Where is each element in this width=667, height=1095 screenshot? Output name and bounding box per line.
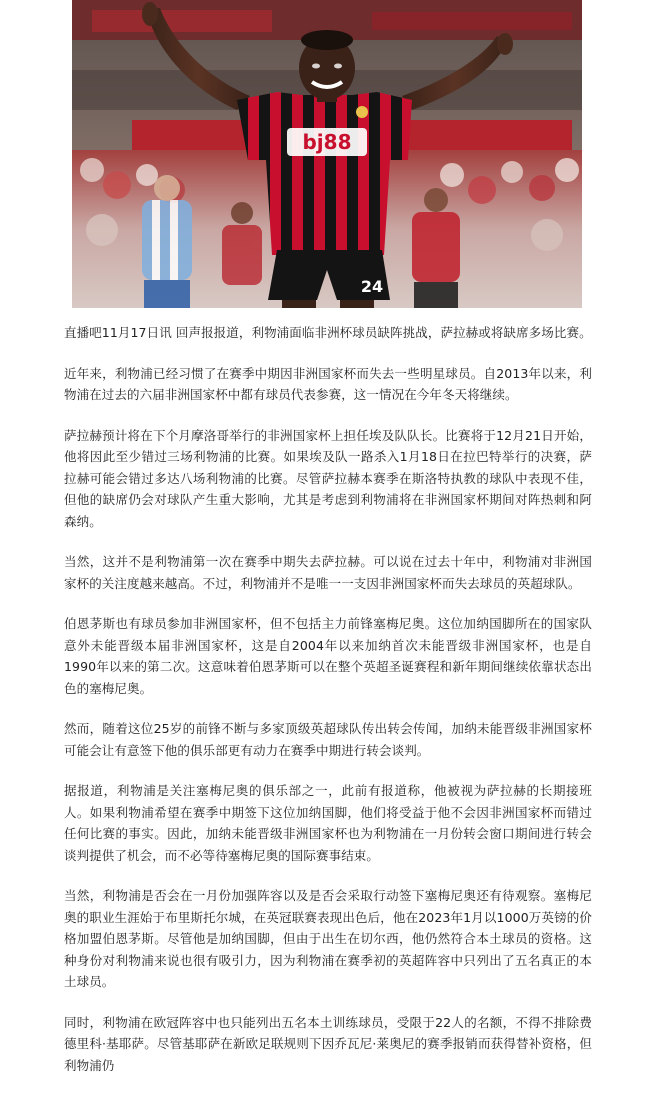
article-paragraph: 伯恩茅斯也有球员参加非洲国家杯，但不包括主力前锋塞梅尼奥。这位加纳国脚所在的国家队意外未能晋级本届非洲国家杯，这是自2004年以来加纳首次未能晋级非洲国家杯，也是自1990年以来的第二次。这意味着伯恩茅斯可以在整个英超圣诞赛程和新年期间继续依靠状态出色的塞梅尼奥。	[64, 616, 592, 696]
article-paragraph: 近年来，利物浦已经习惯了在赛季中期因非洲国家杯而失去一些明星球员。自2013年以来，利物浦在过去的六届非洲国家杯中都有球员代表参赛，这一情况在今年冬天将继续。	[64, 365, 592, 402]
article-paragraph: 同时，利物浦在欧冠阵容中也只能列出五名本土训练球员，受限于22人的名额，不得不排除费德里科·基耶萨。尽管基耶萨在新欧足联规则下因乔瓦尼·莱奥尼的赛季报销而获得替补资格，但利物浦仍	[64, 1014, 592, 1073]
hero-photo	[72, 0, 582, 308]
article-paragraph: 据报道，利物浦是关注塞梅尼奥的俱乐部之一，此前有报道称，他被视为萨拉赫的长期接班人。如果利物浦希望在赛季中期签下这位加纳国脚，他们将受益于他不会因非洲国家杯而错过任何比赛的事实。因此，加纳未能晋级非洲国家杯也为利物浦在一月份转会窗口期间进行转会谈判提供了机会，而不必等待塞梅尼奥的国际赛事结束。	[64, 783, 592, 863]
article-paragraph: 然而，随着这位25岁的前锋不断与多家顶级英超球队传出转会传闻，加纳未能晋级非洲国家杯可能会让有意签下他的俱乐部更有动力在赛季中期进行转会谈判。	[64, 721, 592, 758]
article-paragraph: 当然，利物浦是否会在一月份加强阵容以及是否会采取行动签下塞梅尼奥还有待观察。塞梅尼奥的职业生涯始于布里斯托尔城，在英冠联赛表现出色后，他在2023年1月以1000万英镑的价格加盟伯恩茅斯。尽管他是加纳国脚，但由于出生在切尔西，他仍然符合本土球员的资格。这种身份对利物浦来说也很有吸引力，因为利物浦在赛季初的英超阵容中只列出了五名真正的本土球员。	[64, 888, 592, 989]
article-paragraph: 萨拉赫预计将在下个月摩洛哥举行的非洲国家杯上担任埃及队队长。比赛将于12月21日开始，他将因此至少错过三场利物浦的比赛。如果埃及队一路杀入1月18日在拉巴特举行的决赛，萨拉赫可能会错过多达八场利物浦的比赛。尽管萨拉赫本赛季在斯洛特执教的球队中表现不佳，但他的缺席仍会对球队产生重大影响，尤其是考虑到利物浦将在非洲国家杯期间对阵热刺和阿森纳。	[64, 427, 592, 529]
article-paragraph: 当然，这并不是利物浦第一次在赛季中期失去萨拉赫。可以说在过去十年中，利物浦对非洲国家杯的关注度越来越高。不过，利物浦并不是唯一一支因非洲国家杯而失去球员的英超球队。	[64, 554, 592, 591]
shirt-number-text: 24	[360, 277, 384, 296]
article-paragraph: 直播吧11月17日讯 回声报报道，利物浦面临非洲杯球员缺阵挑战，萨拉赫或将缺席多场比赛。	[64, 325, 592, 340]
article-body	[64, 322, 592, 1095]
jersey-sponsor-text: bj88	[302, 130, 352, 154]
player-celebration-image	[72, 0, 582, 308]
